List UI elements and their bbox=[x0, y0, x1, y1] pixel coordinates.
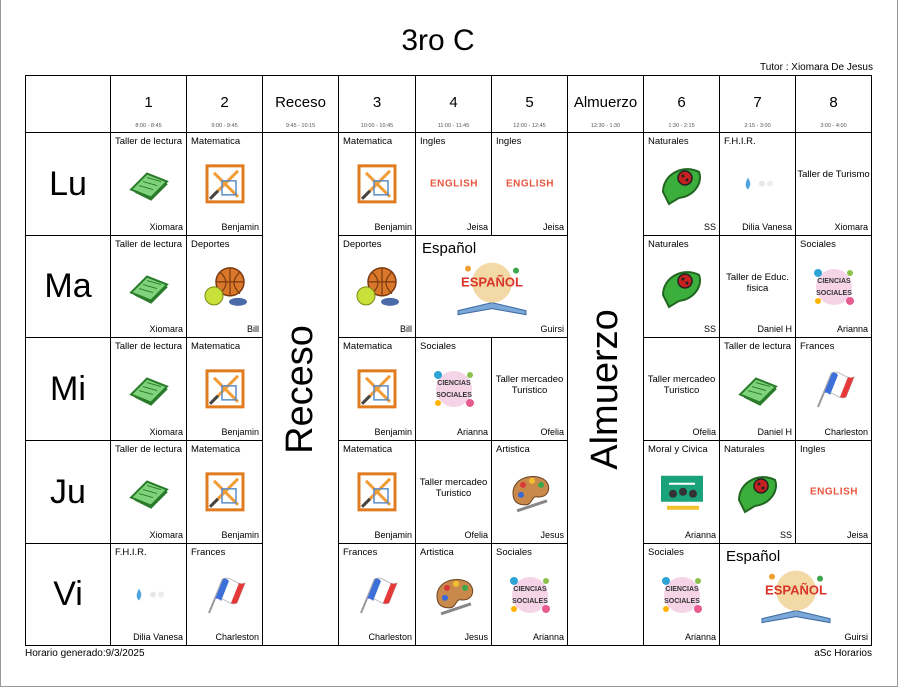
period-name: 6 bbox=[677, 94, 686, 111]
teacher-label: Benjamin bbox=[221, 530, 259, 540]
teacher-label: Benjamin bbox=[221, 427, 259, 437]
lesson-cell[interactable] bbox=[415, 132, 492, 236]
period-time: 3:00 - 4:00 bbox=[820, 123, 847, 129]
lesson-cell[interactable] bbox=[719, 543, 872, 646]
teacher-label: Arianna bbox=[684, 632, 716, 642]
subject-label: Taller de lectura bbox=[115, 341, 183, 352]
flag-icon bbox=[355, 572, 399, 616]
ladybug-icon bbox=[735, 470, 781, 514]
icon-wrap bbox=[356, 471, 398, 518]
book-icon bbox=[736, 371, 780, 407]
lesson-cell[interactable] bbox=[186, 132, 263, 236]
lesson-cell[interactable] bbox=[186, 543, 263, 646]
lesson-cell[interactable] bbox=[643, 440, 720, 544]
teacher-label: Bill bbox=[246, 324, 259, 334]
subject-label: Sociales bbox=[420, 341, 456, 352]
teacher-label: Xiomara bbox=[149, 324, 183, 334]
palette-icon bbox=[431, 573, 477, 615]
lesson-cell[interactable] bbox=[643, 132, 720, 236]
tutor-label: Tutor : Xiomara De Jesus bbox=[759, 62, 873, 73]
icon-wrap bbox=[431, 573, 477, 620]
svg-text:ENGLISH: ENGLISH bbox=[505, 178, 554, 190]
period-name: 3 bbox=[372, 94, 382, 111]
flame-icon bbox=[740, 174, 776, 192]
book-icon bbox=[127, 268, 171, 304]
flame-icon bbox=[131, 584, 167, 602]
lesson-cell[interactable] bbox=[110, 543, 187, 646]
lesson-cell[interactable] bbox=[110, 337, 187, 441]
palette-icon bbox=[507, 471, 553, 513]
teacher-label: Jeisa bbox=[466, 222, 488, 232]
english-icon bbox=[429, 175, 479, 189]
page-title: 3ro C bbox=[401, 24, 475, 57]
almuerzo-label: Almuerzo bbox=[584, 308, 626, 470]
teacher-label: Ofelia bbox=[692, 427, 716, 437]
lesson-cell[interactable] bbox=[795, 440, 872, 544]
social-science-icon bbox=[658, 572, 706, 616]
balls-icon bbox=[202, 265, 248, 307]
period-time: 11:00 - 11:45 bbox=[437, 123, 470, 129]
icon-wrap bbox=[356, 368, 398, 415]
day-label-vi: Vi bbox=[25, 543, 111, 646]
teacher-label: Ofelia bbox=[464, 530, 488, 540]
icon-wrap bbox=[507, 471, 553, 518]
subject-label: Taller de lectura bbox=[724, 341, 792, 352]
icon-wrap bbox=[355, 572, 399, 621]
day-label-lu: Lu bbox=[25, 132, 111, 236]
lesson-cell[interactable] bbox=[491, 132, 568, 236]
subject-label: Taller de Turismo bbox=[797, 169, 870, 180]
subject-label: Matematica bbox=[191, 136, 241, 147]
teacher-label: Xiomara bbox=[149, 427, 183, 437]
day-label-ma: Ma bbox=[25, 235, 111, 338]
period-time: 9:45 - 10:15 bbox=[285, 123, 316, 129]
lesson-cell[interactable] bbox=[719, 132, 796, 236]
subject-label: Taller de Educ. fisica bbox=[726, 272, 789, 294]
day-label-ju: Ju bbox=[25, 440, 111, 544]
subject-label: Matematica bbox=[191, 444, 241, 455]
teacher-label: Guirsi bbox=[540, 324, 564, 334]
subject-label: Naturales bbox=[724, 444, 765, 455]
icon-wrap bbox=[659, 162, 705, 211]
period-name: Receso bbox=[275, 94, 326, 111]
subject-label: Taller de lectura bbox=[115, 136, 183, 147]
icon-wrap bbox=[740, 174, 776, 197]
svg-text:CIENCIAS: CIENCIAS bbox=[816, 277, 851, 285]
subject-label: Ingles bbox=[420, 136, 446, 147]
subject-label: Español bbox=[726, 548, 781, 565]
teacher-label: Benjamin bbox=[374, 222, 412, 232]
teacher-label: Xiomara bbox=[834, 222, 868, 232]
icon-wrap bbox=[735, 470, 781, 519]
lesson-cell[interactable] bbox=[338, 440, 416, 544]
period-name: Almuerzo bbox=[573, 94, 638, 111]
teacher-label: Bill bbox=[399, 324, 412, 334]
svg-text:CIENCIAS: CIENCIAS bbox=[436, 379, 471, 387]
icon-wrap bbox=[204, 368, 246, 415]
lesson-cell[interactable] bbox=[795, 132, 872, 236]
subject-label: Deportes bbox=[343, 239, 382, 250]
icon-wrap bbox=[131, 584, 167, 607]
teacher-label: Jesus bbox=[464, 632, 488, 642]
lesson-cell[interactable] bbox=[415, 337, 492, 441]
icon-wrap bbox=[506, 572, 554, 621]
generated-date: Horario generado:9/3/2025 bbox=[25, 648, 145, 659]
icon-wrap bbox=[659, 472, 705, 517]
receso-label: Receso bbox=[279, 324, 321, 454]
subject-label: Matematica bbox=[191, 341, 241, 352]
svg-text:SOCIALES: SOCIALES bbox=[435, 391, 472, 399]
teacher-label: Charleston bbox=[368, 632, 412, 642]
flag-icon bbox=[203, 572, 247, 616]
teacher-label: Dilia Vanesa bbox=[742, 222, 792, 232]
book-icon bbox=[127, 166, 171, 202]
period-time: 8:00 - 8:45 bbox=[135, 123, 162, 129]
subject-label: Matematica bbox=[343, 136, 393, 147]
english-icon bbox=[505, 175, 555, 189]
espanol-book-icon bbox=[758, 566, 834, 624]
lesson-cell[interactable] bbox=[643, 337, 720, 441]
svg-text:ENGLISH: ENGLISH bbox=[429, 178, 478, 190]
teacher-label: Arianna bbox=[532, 632, 564, 642]
brand-label: aSc Horarios bbox=[814, 648, 872, 659]
lesson-cell[interactable] bbox=[795, 337, 872, 441]
geometry-icon bbox=[204, 471, 246, 513]
subject-label: Artistica bbox=[496, 444, 530, 455]
period-header-4 bbox=[338, 75, 416, 133]
subject-label: Frances bbox=[191, 547, 226, 558]
period-header-3 bbox=[262, 75, 339, 133]
ladybug-icon bbox=[659, 162, 705, 206]
teacher-label: Jeisa bbox=[542, 222, 564, 232]
lesson-cell[interactable] bbox=[110, 235, 187, 338]
lesson-cell[interactable] bbox=[110, 440, 187, 544]
teacher-label: Xiomara bbox=[149, 530, 183, 540]
lesson-cell[interactable] bbox=[415, 543, 492, 646]
subject-label: Sociales bbox=[496, 547, 532, 558]
icon-wrap bbox=[429, 175, 479, 194]
espanol-book-icon bbox=[454, 258, 530, 316]
lesson-cell[interactable] bbox=[338, 337, 416, 441]
icon-wrap bbox=[127, 371, 171, 412]
almuerzo-column bbox=[567, 132, 644, 646]
subject-label: Artistica bbox=[420, 547, 454, 558]
subject-label: Taller mercadeo Turistico bbox=[495, 374, 564, 396]
icon-wrap bbox=[202, 265, 248, 312]
icon-wrap bbox=[127, 166, 171, 207]
subject-label: F.H.I.R. bbox=[115, 547, 147, 558]
subject-label: Deportes bbox=[191, 239, 230, 250]
icon-wrap bbox=[736, 371, 780, 412]
social-science-icon bbox=[430, 367, 478, 411]
period-name: 7 bbox=[753, 94, 762, 111]
teacher-label: SS bbox=[703, 222, 716, 232]
icon-wrap bbox=[204, 163, 246, 210]
subject-label: Frances bbox=[343, 547, 378, 558]
english-icon bbox=[809, 483, 859, 497]
icon-wrap bbox=[203, 572, 247, 621]
lesson-cell[interactable] bbox=[491, 337, 568, 441]
period-name: 2 bbox=[220, 94, 229, 111]
lesson-cell[interactable] bbox=[795, 235, 872, 338]
lesson-cell[interactable] bbox=[338, 132, 416, 236]
lesson-cell[interactable] bbox=[110, 132, 187, 236]
period-header-2 bbox=[186, 75, 263, 133]
icon-wrap bbox=[354, 265, 400, 312]
subject-label: Moral y Civica bbox=[648, 444, 708, 455]
period-header-6 bbox=[491, 75, 568, 133]
teacher-label: Xiomara bbox=[149, 222, 183, 232]
icon-wrap bbox=[356, 163, 398, 210]
teacher-label: Guirsi bbox=[844, 632, 868, 642]
lesson-cell[interactable] bbox=[415, 440, 492, 544]
lesson-cell[interactable] bbox=[643, 543, 720, 646]
period-time: 12:30 - 1:30 bbox=[590, 123, 621, 129]
geometry-icon bbox=[204, 163, 246, 205]
geometry-icon bbox=[356, 163, 398, 205]
lesson-cell[interactable] bbox=[491, 440, 568, 544]
lesson-cell[interactable] bbox=[719, 337, 796, 441]
period-header-1 bbox=[110, 75, 187, 133]
teacher-label: Benjamin bbox=[374, 530, 412, 540]
geometry-icon bbox=[356, 368, 398, 410]
teacher-label: Arianna bbox=[456, 427, 488, 437]
period-time: 12:00 - 12:45 bbox=[513, 123, 546, 129]
book-icon bbox=[127, 371, 171, 407]
social-science-icon bbox=[506, 572, 554, 616]
teacher-label: SS bbox=[779, 530, 792, 540]
geometry-icon bbox=[356, 471, 398, 513]
teacher-label: Charleston bbox=[824, 427, 868, 437]
period-time: 2:15 - 3:00 bbox=[744, 123, 771, 129]
icon-wrap bbox=[810, 264, 858, 313]
lesson-cell[interactable] bbox=[491, 543, 568, 646]
civics-icon bbox=[659, 472, 705, 512]
period-name: 4 bbox=[449, 94, 458, 111]
corner-cell bbox=[25, 75, 111, 133]
social-science-icon bbox=[810, 264, 858, 308]
period-time: 1:30 - 2:15 bbox=[668, 123, 695, 129]
lesson-cell[interactable] bbox=[719, 440, 796, 544]
subject-label: Taller mercadeo Turistico bbox=[419, 477, 488, 499]
period-header-5 bbox=[415, 75, 492, 133]
teacher-label: Jeisa bbox=[846, 530, 868, 540]
flag-icon bbox=[812, 367, 856, 411]
receso-column bbox=[262, 132, 339, 646]
period-name: 1 bbox=[144, 94, 153, 111]
period-name: 8 bbox=[829, 94, 838, 111]
subject-label: Sociales bbox=[648, 547, 684, 558]
svg-text:ENGLISH: ENGLISH bbox=[809, 486, 858, 498]
subject-label: Taller de lectura bbox=[115, 239, 183, 250]
subject-label: Ingles bbox=[800, 444, 826, 455]
period-time: 10:00 - 10:45 bbox=[360, 123, 394, 129]
subject-label: Taller de lectura bbox=[115, 444, 183, 455]
svg-text:CIENCIAS: CIENCIAS bbox=[664, 585, 699, 593]
lesson-cell[interactable] bbox=[719, 235, 796, 338]
icon-wrap bbox=[204, 471, 246, 518]
subject-label: Naturales bbox=[648, 136, 689, 147]
icon-wrap bbox=[658, 572, 706, 621]
period-name: 5 bbox=[525, 94, 534, 111]
svg-text:ESPAÑOL: ESPAÑOL bbox=[764, 582, 827, 598]
icon-wrap bbox=[127, 474, 171, 515]
svg-text:CIENCIAS: CIENCIAS bbox=[512, 585, 547, 593]
icon-wrap bbox=[758, 566, 834, 629]
teacher-label: Daniel H bbox=[757, 324, 792, 334]
lesson-cell[interactable] bbox=[338, 235, 416, 338]
subject-label: Matematica bbox=[343, 444, 393, 455]
lesson-cell[interactable] bbox=[415, 235, 568, 338]
subject-label: Frances bbox=[800, 341, 835, 352]
period-header-8 bbox=[643, 75, 720, 133]
teacher-label: Ofelia bbox=[540, 427, 564, 437]
lesson-cell[interactable] bbox=[186, 337, 263, 441]
teacher-label: Jesus bbox=[540, 530, 564, 540]
icon-wrap bbox=[659, 264, 705, 313]
subject-label: F.H.I.R. bbox=[724, 136, 756, 147]
svg-text:SOCIALES: SOCIALES bbox=[663, 597, 700, 605]
subject-label: Español bbox=[422, 240, 477, 257]
lesson-cell[interactable] bbox=[186, 235, 263, 338]
geometry-icon bbox=[204, 368, 246, 410]
icon-wrap bbox=[505, 175, 555, 194]
teacher-label: SS bbox=[703, 324, 716, 334]
svg-text:ESPAÑOL: ESPAÑOL bbox=[460, 274, 523, 290]
lesson-cell[interactable] bbox=[186, 440, 263, 544]
icon-wrap bbox=[812, 367, 856, 416]
teacher-label: Arianna bbox=[836, 324, 868, 334]
book-icon bbox=[127, 474, 171, 510]
subject-label: Matematica bbox=[343, 341, 393, 352]
balls-icon bbox=[354, 265, 400, 307]
icon-wrap bbox=[809, 483, 859, 502]
subject-label: Ingles bbox=[496, 136, 522, 147]
lesson-cell[interactable] bbox=[338, 543, 416, 646]
subject-label: Sociales bbox=[800, 239, 836, 250]
day-label-mi: Mi bbox=[25, 337, 111, 441]
period-header-7 bbox=[567, 75, 644, 133]
ladybug-icon bbox=[659, 264, 705, 308]
icon-wrap bbox=[454, 258, 530, 321]
teacher-label: Benjamin bbox=[374, 427, 412, 437]
svg-text:SOCIALES: SOCIALES bbox=[815, 289, 852, 297]
period-header-9 bbox=[719, 75, 796, 133]
svg-text:SOCIALES: SOCIALES bbox=[511, 597, 548, 605]
period-time: 9:00 - 9:45 bbox=[211, 123, 238, 129]
subject-label: Taller mercadeo Turistico bbox=[647, 374, 716, 396]
teacher-label: Charleston bbox=[215, 632, 259, 642]
period-header-10 bbox=[795, 75, 872, 133]
icon-wrap bbox=[430, 367, 478, 416]
teacher-label: Benjamin bbox=[221, 222, 259, 232]
teacher-label: Dilia Vanesa bbox=[133, 632, 183, 642]
lesson-cell[interactable] bbox=[643, 235, 720, 338]
icon-wrap bbox=[127, 268, 171, 309]
teacher-label: Daniel H bbox=[757, 427, 792, 437]
teacher-label: Arianna bbox=[684, 530, 716, 540]
subject-label: Naturales bbox=[648, 239, 689, 250]
